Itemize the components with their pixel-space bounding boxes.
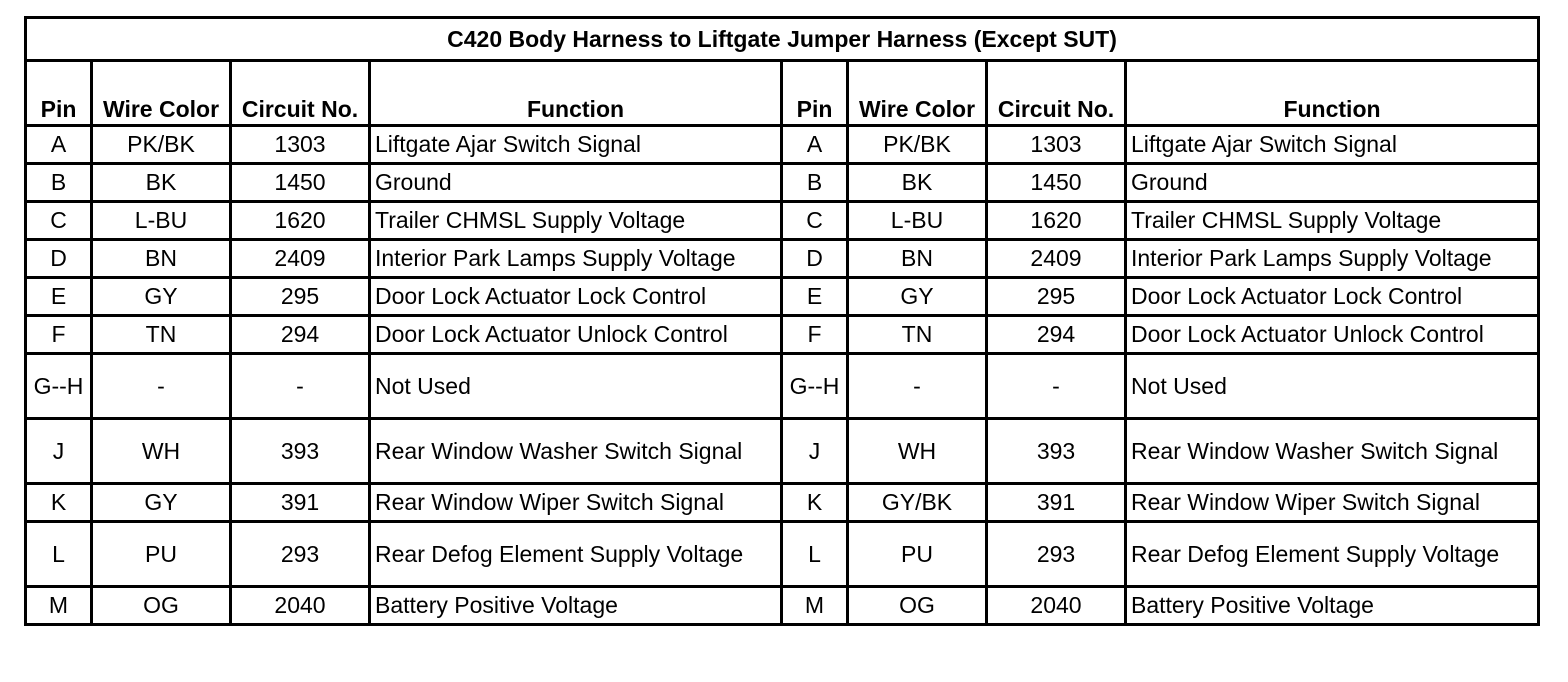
wire-color-cell-left: GY	[92, 278, 231, 316]
circuit-no-cell-left: 293	[231, 522, 370, 587]
table-row	[26, 164, 1539, 202]
pin-cell-left: G--H	[26, 354, 92, 419]
pin-cell-left: L	[26, 522, 92, 587]
wire-color-cell-left: OG	[92, 587, 231, 625]
function-cell-right: Interior Park Lamps Supply Voltage	[1126, 240, 1539, 278]
wire-color-cell-right: GY	[848, 278, 987, 316]
header-wire-color-left: Wire Color	[92, 61, 231, 126]
wire-color-cell-right: PK/BK	[848, 126, 987, 164]
wire-color-cell-right: PU	[848, 522, 987, 587]
circuit-no-cell-right: 391	[987, 484, 1126, 522]
table-title: C420 Body Harness to Liftgate Jumper Harness (Except SUT)	[26, 18, 1539, 61]
circuit-no-cell-right: 1303	[987, 126, 1126, 164]
wire-color-cell-right: GY/BK	[848, 484, 987, 522]
wire-color-cell-left: BK	[92, 164, 231, 202]
header-function-right: Function	[1126, 61, 1539, 126]
pin-cell-left: B	[26, 164, 92, 202]
function-cell-left: Rear Defog Element Supply Voltage	[370, 522, 782, 587]
wire-color-cell-right: WH	[848, 419, 987, 484]
circuit-no-cell-right: 295	[987, 278, 1126, 316]
wire-color-cell-right: BN	[848, 240, 987, 278]
pin-cell-right: G--H	[782, 354, 848, 419]
table-row	[26, 316, 1539, 354]
table-row	[26, 126, 1539, 164]
pin-cell-right: B	[782, 164, 848, 202]
circuit-no-cell-left: 1450	[231, 164, 370, 202]
header-function-left: Function	[370, 61, 782, 126]
function-cell-left: Door Lock Actuator Lock Control	[370, 278, 782, 316]
connector-table-container	[24, 16, 1540, 626]
table-row	[26, 587, 1539, 625]
circuit-no-cell-right: -	[987, 354, 1126, 419]
pin-cell-left: A	[26, 126, 92, 164]
table-body	[26, 126, 1539, 625]
table-row	[26, 202, 1539, 240]
wire-color-cell-left: -	[92, 354, 231, 419]
wire-color-cell-right: OG	[848, 587, 987, 625]
function-cell-left: Liftgate Ajar Switch Signal	[370, 126, 782, 164]
wire-color-cell-right: L-BU	[848, 202, 987, 240]
circuit-no-cell-right: 1620	[987, 202, 1126, 240]
circuit-no-cell-right: 1450	[987, 164, 1126, 202]
pin-cell-left: E	[26, 278, 92, 316]
header-pin-right: Pin	[782, 61, 848, 126]
circuit-no-cell-left: 391	[231, 484, 370, 522]
header-circuit-no-left: Circuit No.	[231, 61, 370, 126]
pin-cell-right: K	[782, 484, 848, 522]
circuit-no-cell-left: 393	[231, 419, 370, 484]
function-cell-right: Ground	[1126, 164, 1539, 202]
function-cell-right: Door Lock Actuator Unlock Control	[1126, 316, 1539, 354]
wire-color-cell-left: PK/BK	[92, 126, 231, 164]
table-row	[26, 522, 1539, 587]
function-cell-right: Battery Positive Voltage	[1126, 587, 1539, 625]
circuit-no-cell-right: 294	[987, 316, 1126, 354]
table-row	[26, 484, 1539, 522]
pin-cell-right: E	[782, 278, 848, 316]
pin-cell-right: D	[782, 240, 848, 278]
pin-cell-left: C	[26, 202, 92, 240]
wire-color-cell-left: WH	[92, 419, 231, 484]
circuit-no-cell-left: 2040	[231, 587, 370, 625]
circuit-no-cell-left: 295	[231, 278, 370, 316]
pin-cell-right: L	[782, 522, 848, 587]
function-cell-left: Rear Window Washer Switch Signal	[370, 419, 782, 484]
title-row	[26, 18, 1539, 61]
circuit-no-cell-left: 2409	[231, 240, 370, 278]
function-cell-left: Interior Park Lamps Supply Voltage	[370, 240, 782, 278]
table-row	[26, 240, 1539, 278]
wire-color-cell-left: L-BU	[92, 202, 231, 240]
table-row	[26, 354, 1539, 419]
pin-cell-left: F	[26, 316, 92, 354]
function-cell-left: Rear Window Wiper Switch Signal	[370, 484, 782, 522]
pin-cell-right: F	[782, 316, 848, 354]
function-cell-right: Rear Window Wiper Switch Signal	[1126, 484, 1539, 522]
circuit-no-cell-right: 393	[987, 419, 1126, 484]
function-cell-right: Door Lock Actuator Lock Control	[1126, 278, 1539, 316]
header-row	[26, 61, 1539, 126]
wire-color-cell-right: TN	[848, 316, 987, 354]
function-cell-right: Not Used	[1126, 354, 1539, 419]
wire-color-cell-left: TN	[92, 316, 231, 354]
pin-cell-right: J	[782, 419, 848, 484]
wire-color-cell-left: GY	[92, 484, 231, 522]
circuit-no-cell-right: 2040	[987, 587, 1126, 625]
pin-cell-right: A	[782, 126, 848, 164]
function-cell-right: Trailer CHMSL Supply Voltage	[1126, 202, 1539, 240]
pin-cell-left: K	[26, 484, 92, 522]
header-circuit-no-right: Circuit No.	[987, 61, 1126, 126]
pin-cell-right: M	[782, 587, 848, 625]
circuit-no-cell-right: 293	[987, 522, 1126, 587]
wire-color-cell-right: -	[848, 354, 987, 419]
function-cell-left: Door Lock Actuator Unlock Control	[370, 316, 782, 354]
function-cell-left: Trailer CHMSL Supply Voltage	[370, 202, 782, 240]
pin-cell-left: D	[26, 240, 92, 278]
function-cell-left: Battery Positive Voltage	[370, 587, 782, 625]
circuit-no-cell-left: 1303	[231, 126, 370, 164]
function-cell-left: Not Used	[370, 354, 782, 419]
function-cell-right: Rear Window Washer Switch Signal	[1126, 419, 1539, 484]
wire-color-cell-left: PU	[92, 522, 231, 587]
circuit-no-cell-right: 2409	[987, 240, 1126, 278]
circuit-no-cell-left: 1620	[231, 202, 370, 240]
pin-cell-left: J	[26, 419, 92, 484]
function-cell-right: Liftgate Ajar Switch Signal	[1126, 126, 1539, 164]
function-cell-left: Ground	[370, 164, 782, 202]
circuit-no-cell-left: -	[231, 354, 370, 419]
function-cell-right: Rear Defog Element Supply Voltage	[1126, 522, 1539, 587]
circuit-no-cell-left: 294	[231, 316, 370, 354]
table-row	[26, 419, 1539, 484]
header-pin-left: Pin	[26, 61, 92, 126]
header-wire-color-right: Wire Color	[848, 61, 987, 126]
pin-cell-left: M	[26, 587, 92, 625]
connector-pinout-table	[24, 16, 1540, 626]
wire-color-cell-left: BN	[92, 240, 231, 278]
pin-cell-right: C	[782, 202, 848, 240]
table-row	[26, 278, 1539, 316]
wire-color-cell-right: BK	[848, 164, 987, 202]
